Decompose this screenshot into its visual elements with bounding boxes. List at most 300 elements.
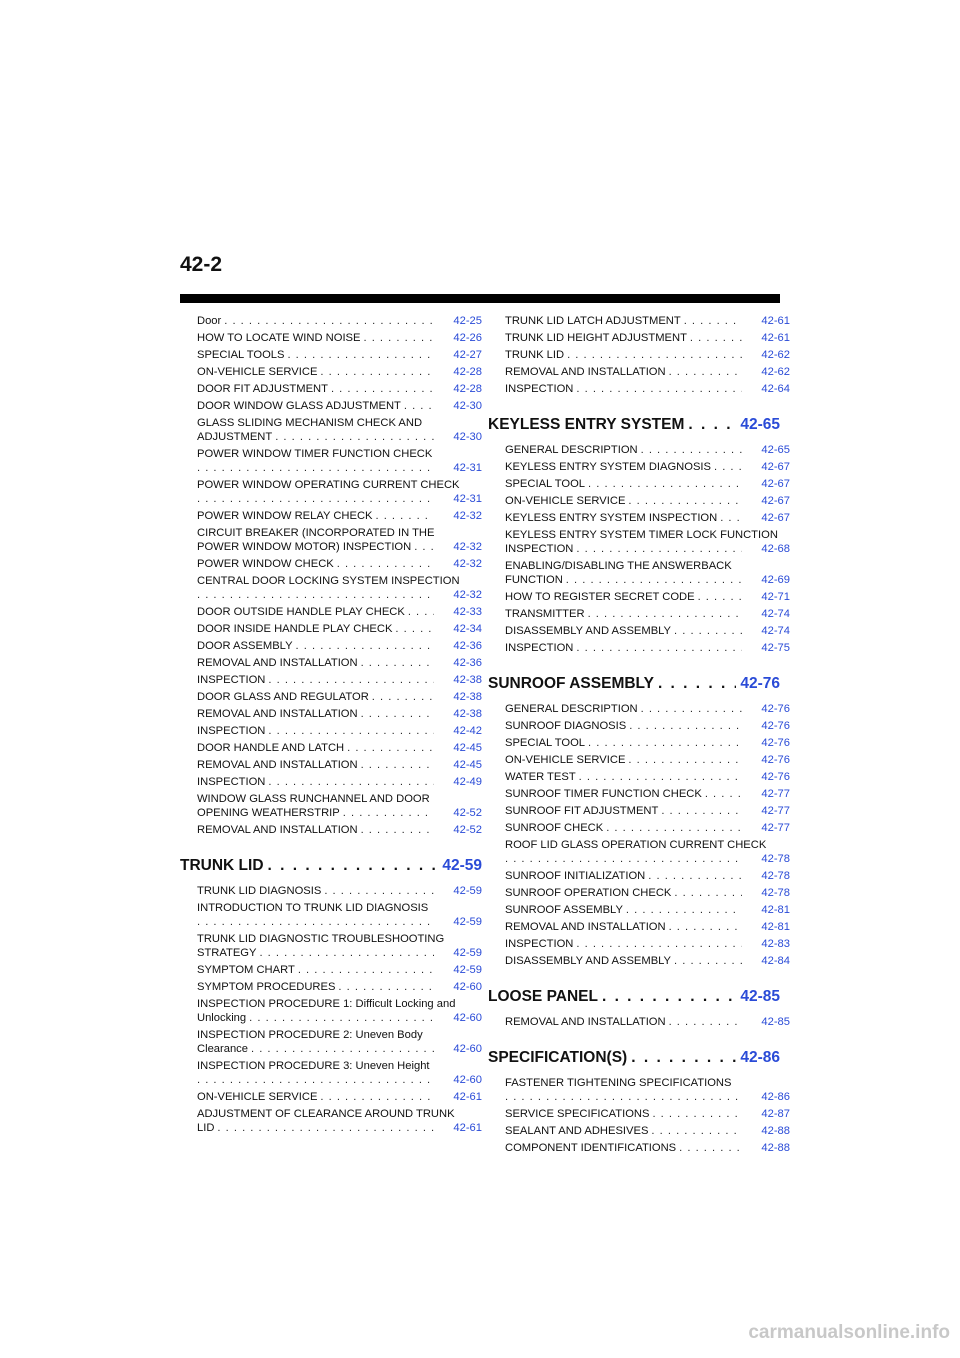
toc-entry[interactable] xyxy=(197,365,482,379)
entry-title: SERVICE SPECIFICATIONS xyxy=(505,1108,650,1120)
entry-page-link[interactable]: 42-81 xyxy=(761,904,790,916)
toc-entry[interactable] xyxy=(197,707,482,721)
toc-entry[interactable] xyxy=(505,494,790,508)
toc-entry[interactable] xyxy=(505,365,790,379)
dot-leader xyxy=(690,331,742,345)
dot-leader xyxy=(197,461,434,475)
entry-page-link[interactable]: 42-61 xyxy=(761,332,790,344)
toc-entry[interactable] xyxy=(505,937,790,951)
entry-title: TRANSMITTER xyxy=(505,608,585,620)
entry-title: INSPECTION xyxy=(197,674,266,686)
entry-title: KEYLESS ENTRY SYSTEM INSPECTION xyxy=(505,512,718,524)
toc-entry[interactable] xyxy=(505,903,790,917)
entry-title-line: INSPECTION PROCEDURE 3: Uneven Height xyxy=(197,1060,430,1072)
entry-title: INSPECTION xyxy=(505,543,574,555)
toc-entry[interactable] xyxy=(197,348,482,362)
entry-page-link[interactable]: 42-78 xyxy=(761,870,790,882)
toc-entry[interactable] xyxy=(197,775,482,789)
entry-title: ADJUSTMENT xyxy=(197,431,273,443)
toc-section-heading[interactable] xyxy=(488,1049,780,1067)
entry-page-link[interactable]: 42-83 xyxy=(761,938,790,950)
entry-title: TRUNK LID DIAGNOSIS xyxy=(197,885,322,897)
dot-leader xyxy=(576,382,742,396)
dot-leader xyxy=(651,1124,742,1138)
dot-leader xyxy=(606,821,742,835)
dot-leader xyxy=(628,494,742,508)
entry-page-link[interactable]: 42-36 xyxy=(453,640,482,652)
toc-entry[interactable] xyxy=(505,348,790,362)
dot-leader xyxy=(658,675,736,693)
toc-entry[interactable] xyxy=(505,477,790,491)
dot-leader xyxy=(684,314,742,328)
toc-entry[interactable] xyxy=(197,932,482,960)
toc-entry[interactable] xyxy=(505,787,790,801)
entry-page-link[interactable]: 42-86 xyxy=(761,1091,790,1103)
entry-page-link[interactable]: 42-60 xyxy=(453,1043,482,1055)
toc-entry[interactable] xyxy=(505,719,790,733)
entry-page-link[interactable]: 42-76 xyxy=(761,703,790,715)
toc-entry[interactable] xyxy=(197,1059,482,1087)
dot-leader xyxy=(197,492,434,506)
toc-entry[interactable] xyxy=(505,559,790,587)
toc-entry[interactable] xyxy=(505,954,790,968)
entry-title-line: TRUNK LID DIAGNOSTIC TROUBLESHOOTING xyxy=(197,933,445,945)
toc-entry[interactable] xyxy=(505,770,790,784)
entry-page-link[interactable]: 42-31 xyxy=(453,462,482,474)
entry-page-link[interactable]: 42-59 xyxy=(453,885,482,897)
entry-page-link[interactable]: 42-61 xyxy=(453,1091,482,1103)
section-page-link[interactable]: 42-59 xyxy=(442,857,482,874)
entry-page-link[interactable]: 42-45 xyxy=(453,742,482,754)
entry-page-link[interactable]: 42-78 xyxy=(761,853,790,865)
dot-leader xyxy=(251,1042,434,1056)
watermark: carmanualsonline.info xyxy=(748,1322,950,1343)
toc-entry[interactable] xyxy=(197,656,482,670)
toc-entry[interactable] xyxy=(197,526,482,554)
entry-page-link[interactable]: 42-34 xyxy=(453,623,482,635)
entry-page-link[interactable]: 42-31 xyxy=(453,493,482,505)
toc-section-heading[interactable] xyxy=(488,988,780,1006)
entry-title: REMOVAL AND INSTALLATION xyxy=(505,366,666,378)
toc-entry[interactable] xyxy=(505,1015,790,1029)
entry-page-link[interactable]: 42-74 xyxy=(761,625,790,637)
entry-page-link[interactable]: 42-59 xyxy=(453,916,482,928)
entry-title: INSPECTION xyxy=(197,776,266,788)
entry-page-link[interactable]: 42-33 xyxy=(453,606,482,618)
section-page-link[interactable]: 42-85 xyxy=(740,988,780,1005)
entry-title: SUNROOF TIMER FUNCTION CHECK xyxy=(505,788,702,800)
entry-title-line: CENTRAL DOOR LOCKING SYSTEM INSPECTION xyxy=(197,575,460,587)
entry-page-link[interactable]: 42-52 xyxy=(453,807,482,819)
dot-leader xyxy=(626,903,742,917)
toc-entry[interactable] xyxy=(197,416,482,444)
dot-leader xyxy=(641,443,742,457)
entry-page-link[interactable]: 42-67 xyxy=(761,461,790,473)
entry-page-link[interactable]: 42-28 xyxy=(453,366,482,378)
dot-leader xyxy=(275,430,434,444)
dot-leader xyxy=(661,804,742,818)
dot-leader xyxy=(376,509,435,523)
entry-title: REMOVAL AND INSTALLATION xyxy=(197,824,358,836)
toc-entry[interactable] xyxy=(505,641,790,655)
entry-title: INSPECTION xyxy=(505,642,574,654)
toc-entry[interactable] xyxy=(197,724,482,738)
dot-leader xyxy=(268,775,434,789)
dot-leader xyxy=(331,382,434,396)
entry-page-link[interactable]: 42-60 xyxy=(453,1074,482,1086)
toc-entry[interactable] xyxy=(505,624,790,638)
entry-page-link[interactable]: 42-69 xyxy=(761,574,790,586)
entry-page-link[interactable]: 42-28 xyxy=(453,383,482,395)
entry-title-line: WINDOW GLASS RUNCHANNEL AND DOOR xyxy=(197,793,430,805)
entry-page-link[interactable]: 42-68 xyxy=(761,543,790,555)
entry-title: TRUNK LID xyxy=(505,349,565,361)
dot-leader xyxy=(505,852,742,866)
entry-title: POWER WINDOW MOTOR) INSPECTION xyxy=(197,541,412,553)
dot-leader xyxy=(588,736,742,750)
entry-title: DOOR OUTSIDE HANDLE PLAY CHECK xyxy=(197,606,405,618)
dot-leader xyxy=(249,1011,434,1025)
entry-title: DISASSEMBLY AND ASSEMBLY xyxy=(505,955,672,967)
entry-page-link[interactable]: 42-32 xyxy=(453,558,482,570)
toc-entry[interactable] xyxy=(197,605,482,619)
toc-section-heading[interactable] xyxy=(488,416,780,434)
entry-title: WATER TEST xyxy=(505,771,576,783)
entry-title: SUNROOF FIT ADJUSTMENT xyxy=(505,805,659,817)
toc-entry[interactable] xyxy=(197,963,482,977)
dot-leader xyxy=(576,937,742,951)
toc-entry[interactable] xyxy=(197,557,482,571)
entry-page-link[interactable]: 42-30 xyxy=(453,400,482,412)
toc-entry[interactable] xyxy=(197,823,482,837)
toc-entry[interactable] xyxy=(197,1028,482,1056)
entry-title-line: KEYLESS ENTRY SYSTEM TIMER LOCK FUNCTION xyxy=(505,529,778,541)
toc-entry[interactable] xyxy=(505,331,790,345)
dot-leader xyxy=(217,1121,434,1135)
toc-entry[interactable] xyxy=(197,314,482,328)
dot-leader xyxy=(268,724,434,738)
toc-entry[interactable] xyxy=(197,997,482,1025)
entry-page-link[interactable]: 42-67 xyxy=(761,495,790,507)
entry-page-link[interactable]: 42-61 xyxy=(453,1122,482,1134)
entry-title-line: POWER WINDOW TIMER FUNCTION CHECK xyxy=(197,448,433,460)
entry-title: POWER WINDOW RELAY CHECK xyxy=(197,510,373,522)
dot-leader xyxy=(628,753,742,767)
section-page-link[interactable]: 42-76 xyxy=(740,675,780,692)
entry-title: DOOR FIT ADJUSTMENT xyxy=(197,383,328,395)
entry-page-link[interactable]: 42-65 xyxy=(761,444,790,456)
toc-entry[interactable] xyxy=(505,1141,790,1155)
entry-title: HOW TO LOCATE WIND NOISE xyxy=(197,332,361,344)
dot-leader xyxy=(576,542,742,556)
entry-title: Door xyxy=(197,315,222,327)
toc-entry[interactable] xyxy=(197,758,482,772)
entry-page-link[interactable]: 42-87 xyxy=(761,1108,790,1120)
toc-entry[interactable] xyxy=(505,920,790,934)
entry-title: TRUNK LID HEIGHT ADJUSTMENT xyxy=(505,332,687,344)
dot-leader xyxy=(197,915,434,929)
entry-page-link[interactable]: 42-38 xyxy=(453,674,482,686)
dot-leader xyxy=(320,1090,434,1104)
toc-entry[interactable] xyxy=(197,399,482,413)
page-number: 42-2 xyxy=(180,253,223,276)
dot-leader xyxy=(641,702,742,716)
entry-title-line: INSPECTION PROCEDURE 2: Uneven Body xyxy=(197,1029,423,1041)
entry-page-link[interactable]: 42-85 xyxy=(761,1016,790,1028)
toc-entry[interactable] xyxy=(197,673,482,687)
dot-leader xyxy=(588,477,742,491)
entry-title: Unlocking xyxy=(197,1012,247,1024)
section-title: SUNROOF ASSEMBLY xyxy=(488,675,654,692)
dot-leader xyxy=(720,511,742,525)
entry-page-link[interactable]: 42-61 xyxy=(761,315,790,327)
toc-entry[interactable] xyxy=(505,382,790,396)
entry-page-link[interactable]: 42-88 xyxy=(761,1142,790,1154)
entry-title: SUNROOF OPERATION CHECK xyxy=(505,887,672,899)
dot-leader xyxy=(674,886,742,900)
entry-title: STRATEGY xyxy=(197,947,257,959)
toc-entry[interactable] xyxy=(505,607,790,621)
toc-right-column xyxy=(488,314,790,1158)
entry-page-link[interactable]: 42-81 xyxy=(761,921,790,933)
entry-title: DISASSEMBLY AND ASSEMBLY xyxy=(505,625,672,637)
toc-entry[interactable] xyxy=(505,1124,790,1138)
toc-entry[interactable] xyxy=(505,702,790,716)
toc-section-heading[interactable] xyxy=(488,675,780,693)
toc-entry[interactable] xyxy=(505,886,790,900)
section-page-link[interactable]: 42-65 xyxy=(740,416,780,433)
entry-title: INSPECTION xyxy=(505,938,574,950)
entry-page-link[interactable]: 42-77 xyxy=(761,788,790,800)
section-page-link[interactable]: 42-86 xyxy=(740,1049,780,1066)
toc-entry[interactable] xyxy=(505,528,790,556)
entry-page-link[interactable]: 42-62 xyxy=(761,349,790,361)
entry-page-link[interactable]: 42-64 xyxy=(761,383,790,395)
dot-leader xyxy=(579,770,742,784)
dot-leader xyxy=(505,1090,742,1104)
entry-title: Clearance xyxy=(197,1043,248,1055)
toc-section-heading[interactable] xyxy=(180,857,482,875)
entry-title: COMPONENT IDENTIFICATIONS xyxy=(505,1142,677,1154)
toc-entry[interactable] xyxy=(505,1107,790,1121)
dot-leader xyxy=(674,624,742,638)
entry-page-link[interactable]: 42-67 xyxy=(761,512,790,524)
entry-page-link[interactable]: 42-76 xyxy=(761,771,790,783)
entry-page-link[interactable]: 42-74 xyxy=(761,608,790,620)
dot-leader xyxy=(296,639,434,653)
toc-entry[interactable] xyxy=(197,639,482,653)
entry-page-link[interactable]: 42-45 xyxy=(453,759,482,771)
toc-entry[interactable] xyxy=(197,622,482,636)
dot-leader xyxy=(361,656,434,670)
toc-entry[interactable] xyxy=(505,511,790,525)
entry-page-link[interactable]: 42-59 xyxy=(453,964,482,976)
toc-entry[interactable] xyxy=(197,574,482,602)
toc-entry[interactable] xyxy=(197,1090,482,1104)
toc-entry[interactable] xyxy=(505,443,790,457)
entry-page-link[interactable]: 42-88 xyxy=(761,1125,790,1137)
dot-leader xyxy=(414,540,434,554)
toc-entry[interactable] xyxy=(197,792,482,820)
entry-title: GENERAL DESCRIPTION xyxy=(505,703,638,715)
entry-title: ON-VEHICLE SERVICE xyxy=(197,1091,318,1103)
entry-title: SEALANT AND ADHESIVES xyxy=(505,1125,649,1137)
dot-leader xyxy=(197,1073,434,1087)
entry-title: OPENING WEATHERSTRIP xyxy=(197,807,340,819)
dot-leader xyxy=(324,884,434,898)
entry-title: DOOR ASSEMBLY xyxy=(197,640,293,652)
toc-entry[interactable] xyxy=(197,741,482,755)
dot-leader xyxy=(588,607,742,621)
toc-entry[interactable] xyxy=(505,1076,790,1104)
entry-page-link[interactable]: 42-32 xyxy=(453,510,482,522)
entry-title: ON-VEHICLE SERVICE xyxy=(197,366,318,378)
dot-leader xyxy=(576,641,742,655)
entry-title: SPECIAL TOOLS xyxy=(197,349,285,361)
entry-page-link[interactable]: 42-77 xyxy=(761,822,790,834)
dot-leader xyxy=(224,314,434,328)
toc-entry[interactable] xyxy=(505,590,790,604)
entry-title-line: INSPECTION PROCEDURE 1: Difficult Locking and xyxy=(197,998,456,1010)
dot-leader xyxy=(688,416,736,434)
entry-page-link[interactable]: 42-38 xyxy=(453,708,482,720)
entry-page-link[interactable]: 42-52 xyxy=(453,824,482,836)
toc-entry[interactable] xyxy=(197,690,482,704)
entry-title: TRUNK LID LATCH ADJUSTMENT xyxy=(505,315,681,327)
dot-leader xyxy=(268,673,434,687)
entry-title: SPECIAL TOOL xyxy=(505,478,586,490)
dot-leader xyxy=(268,857,439,875)
entry-page-link[interactable]: 42-78 xyxy=(761,887,790,899)
dot-leader xyxy=(361,823,434,837)
dot-leader xyxy=(298,963,434,977)
toc-entry[interactable] xyxy=(505,314,790,328)
dot-leader xyxy=(395,622,434,636)
entry-page-link[interactable]: 42-71 xyxy=(761,591,790,603)
dot-leader xyxy=(197,588,434,602)
toc-entry[interactable] xyxy=(197,980,482,994)
entry-title-line: FASTENER TIGHTENING SPECIFICATIONS xyxy=(505,1077,732,1089)
dot-leader xyxy=(679,1141,742,1155)
dot-leader xyxy=(631,1049,736,1067)
toc-entry[interactable] xyxy=(197,331,482,345)
dot-leader xyxy=(698,590,742,604)
dot-leader xyxy=(404,399,434,413)
dot-leader xyxy=(363,331,434,345)
toc-entry[interactable] xyxy=(505,838,790,866)
entry-title: DOOR INSIDE HANDLE PLAY CHECK xyxy=(197,623,393,635)
entry-title-line: INTRODUCTION TO TRUNK LID DIAGNOSIS xyxy=(197,902,429,914)
entry-page-link[interactable]: 42-30 xyxy=(453,431,482,443)
entry-page-link[interactable]: 42-60 xyxy=(453,981,482,993)
toc-entry[interactable] xyxy=(505,869,790,883)
entry-title: SUNROOF CHECK xyxy=(505,822,604,834)
toc-entry[interactable] xyxy=(505,460,790,474)
entry-page-link[interactable]: 42-84 xyxy=(761,955,790,967)
entry-title: DOOR GLASS AND REGULATOR xyxy=(197,691,369,703)
entry-title-line: CIRCUIT BREAKER (INCORPORATED IN THE xyxy=(197,527,435,539)
dot-leader xyxy=(372,690,434,704)
entry-title: REMOVAL AND INSTALLATION xyxy=(505,921,666,933)
dot-leader xyxy=(669,920,742,934)
entry-title: REMOVAL AND INSTALLATION xyxy=(197,657,358,669)
entry-title: POWER WINDOW CHECK xyxy=(197,558,334,570)
entry-title: REMOVAL AND INSTALLATION xyxy=(505,1016,666,1028)
dot-leader xyxy=(705,787,742,801)
toc-entry[interactable] xyxy=(197,884,482,898)
toc-entry[interactable] xyxy=(197,1107,482,1135)
toc-entry[interactable] xyxy=(197,382,482,396)
entry-title: HOW TO REGISTER SECRET CODE xyxy=(505,591,695,603)
dot-leader xyxy=(343,806,434,820)
toc-entry[interactable] xyxy=(197,447,482,475)
dot-leader xyxy=(361,707,434,721)
entry-page-link[interactable]: 42-36 xyxy=(453,657,482,669)
entry-title: FUNCTION xyxy=(505,574,563,586)
toc-entry[interactable] xyxy=(197,509,482,523)
dot-leader xyxy=(408,605,434,619)
toc-entry[interactable] xyxy=(505,736,790,750)
entry-title: REMOVAL AND INSTALLATION xyxy=(197,759,358,771)
dot-leader xyxy=(347,741,434,755)
entry-page-link[interactable]: 42-77 xyxy=(761,805,790,817)
entry-page-link[interactable]: 42-59 xyxy=(453,947,482,959)
toc-entry[interactable] xyxy=(505,753,790,767)
entry-title: SUNROOF DIAGNOSIS xyxy=(505,720,627,732)
entry-page-link[interactable]: 42-27 xyxy=(453,349,482,361)
dot-leader xyxy=(259,946,434,960)
entry-title: SUNROOF ASSEMBLY xyxy=(505,904,623,916)
header-rule xyxy=(180,294,780,303)
entry-page-link[interactable]: 42-76 xyxy=(761,720,790,732)
entry-title: SYMPTOM PROCEDURES xyxy=(197,981,336,993)
toc-entry[interactable] xyxy=(505,804,790,818)
entry-title: REMOVAL AND INSTALLATION xyxy=(197,708,358,720)
toc-entry[interactable] xyxy=(505,821,790,835)
entry-title: LID xyxy=(197,1122,215,1134)
section-title: KEYLESS ENTRY SYSTEM xyxy=(488,416,685,433)
entry-page-link[interactable]: 42-32 xyxy=(453,589,482,601)
entry-page-link[interactable]: 42-60 xyxy=(453,1012,482,1024)
entry-page-link[interactable]: 42-76 xyxy=(761,737,790,749)
entry-page-link[interactable]: 42-76 xyxy=(761,754,790,766)
dot-leader xyxy=(338,980,434,994)
entry-page-link[interactable]: 42-32 xyxy=(453,541,482,553)
entry-page-link[interactable]: 42-67 xyxy=(761,478,790,490)
entry-page-link[interactable]: 42-25 xyxy=(453,315,482,327)
dot-leader xyxy=(652,1107,742,1121)
section-title: TRUNK LID xyxy=(180,857,264,874)
dot-leader xyxy=(669,1015,742,1029)
entry-title-line: ADJUSTMENT OF CLEARANCE AROUND TRUNK xyxy=(197,1108,455,1120)
entry-page-link[interactable]: 42-26 xyxy=(453,332,482,344)
dot-leader xyxy=(602,988,736,1006)
toc-entry[interactable] xyxy=(197,478,482,506)
entry-page-link[interactable]: 42-49 xyxy=(453,776,482,788)
entry-page-link[interactable]: 42-38 xyxy=(453,691,482,703)
entry-title: ON-VEHICLE SERVICE xyxy=(505,495,626,507)
toc-entry[interactable] xyxy=(197,901,482,929)
entry-title: GENERAL DESCRIPTION xyxy=(505,444,638,456)
dot-leader xyxy=(566,573,742,587)
entry-page-link[interactable]: 42-75 xyxy=(761,642,790,654)
dot-leader xyxy=(674,954,742,968)
entry-title: DOOR WINDOW GLASS ADJUSTMENT xyxy=(197,400,401,412)
entry-page-link[interactable]: 42-62 xyxy=(761,366,790,378)
dot-leader xyxy=(714,460,742,474)
entry-title: DOOR HANDLE AND LATCH xyxy=(197,742,345,754)
entry-page-link[interactable]: 42-42 xyxy=(453,725,482,737)
